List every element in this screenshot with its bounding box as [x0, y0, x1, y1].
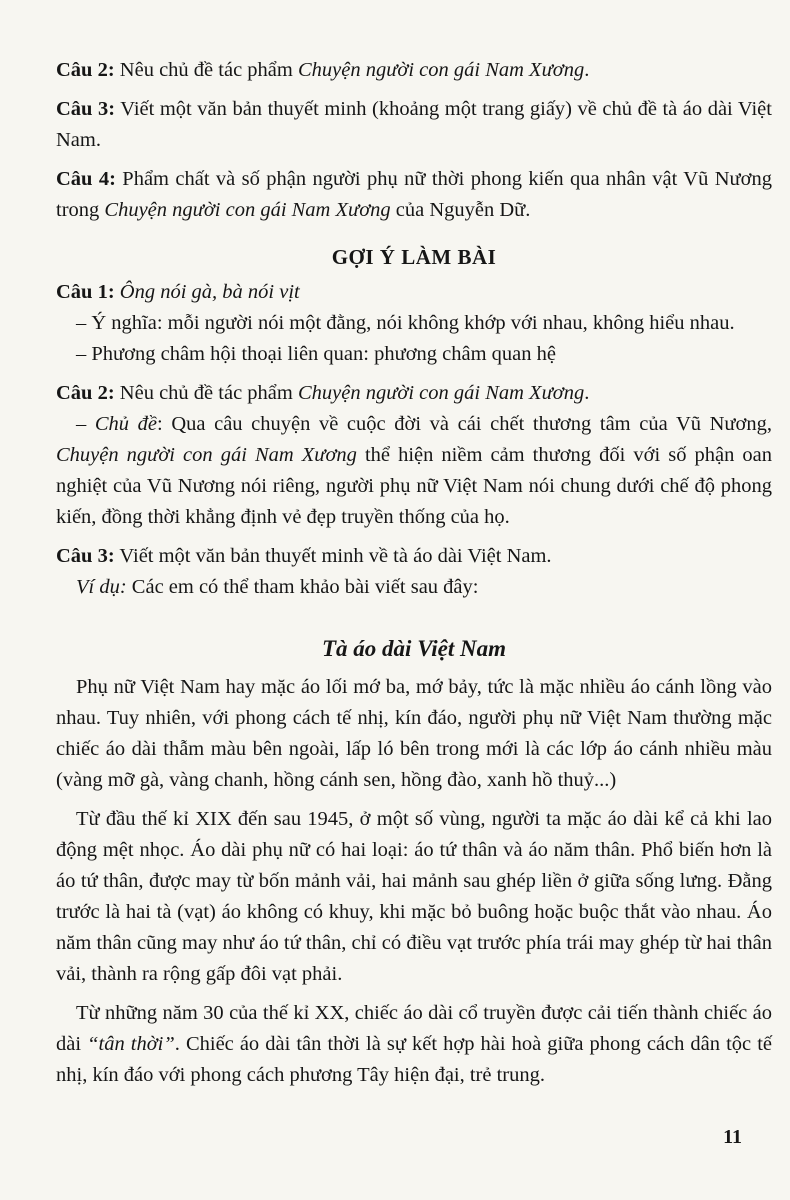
- answer-1: [56, 277, 772, 308]
- answer-2-text: Nêu chủ đề tác phẩm: [114, 382, 298, 404]
- answer-2-theme-text-1: : Qua câu chuyện về cuộc đời và cái chết thương tâm của Vũ Nương,: [157, 413, 772, 435]
- answer-2-theme: [56, 409, 772, 533]
- answer-3-text: Viết một văn bản thuyết minh về tà áo dài Việt Nam.: [114, 545, 552, 567]
- question-3-label: Câu 3:: [56, 98, 116, 120]
- answer-3-example-text: Các em có thể tham khảo bài viết sau đây:: [126, 576, 479, 598]
- question-4-label: Câu 4:: [56, 168, 116, 190]
- answer-3-example-label: Ví dụ:: [76, 576, 127, 598]
- answer-2-theme-dash: –: [76, 413, 95, 435]
- question-2: [56, 55, 772, 86]
- page-content: [56, 55, 772, 1091]
- answer-2-work: Chuyện người con gái Nam Xương: [297, 382, 585, 404]
- essay-paragraph-2: Từ đầu thế kỉ XIX đến sau 1945, ở một số vùng, người ta mặc áo dài kể cả khi lao động mệt nhọc. Áo dài phụ nữ có hai loại: áo tứ thân và áo năm thân. Phổ biến hơn là áo tứ thân, được may từ bốn mảnh vải, hai mảnh sau ghép liền ở giữa sống lưng. Đằng trước là hai tà (vạt) áo không có khuy, khi mặc bỏ buông hoặc buộc thắt vào nhau. Áo năm thân cũng may như áo tứ thân, chỉ có điều vạt trước phía trái may ghép từ hai thân vải, thành ra rộng gấp đôi vạt phải.: [56, 808, 772, 985]
- essay-paragraph-3-start: Từ những năm 30 của thế kỉ XX, chiếc áo dài cổ truyền được cải tiến thành chiếc áo dài: [56, 1002, 772, 1055]
- question-2-end: .: [584, 59, 590, 81]
- answer-1-meaning: – Ý nghĩa: mỗi người nói một đằng, nói không khớp với nhau, không hiểu nhau.: [76, 312, 735, 334]
- answer-2-label: Câu 2:: [56, 382, 115, 404]
- answer-2-theme-work: Chuyện người con gái Nam Xương: [56, 444, 357, 466]
- essay-paragraph-3-quote: “tân thời”: [87, 1033, 175, 1055]
- essay-title: Tà áo dài Việt Nam: [322, 636, 506, 661]
- answer-3-example: [56, 572, 772, 603]
- question-3-text: Viết một văn bản thuyết minh (khoảng một trang giấy) về chủ đề tà áo dài Việt Nam.: [56, 98, 772, 151]
- question-2-work: Chuyện người con gái Nam Xương: [297, 59, 585, 81]
- question-3: [56, 94, 772, 156]
- essay-paragraph-1: Phụ nữ Việt Nam hay mặc áo lối mớ ba, mớ bảy, tức là mặc nhiều áo cánh lồng vào nhau. Tuy nhiên, với phong cách tế nhị, kín đáo, người phụ nữ Việt Nam thường mặc chiếc áo dài thẫm màu bên ngoài, lấp ló bên trong mới là các lớp áo cánh nhiều màu (vàng mỡ gà, vàng chanh, hồng cánh sen, hồng đào, xanh hồ thuỷ...): [56, 676, 772, 791]
- question-4-text: Phẩm chất và số phận người phụ nữ thời phong kiến qua nhân vật Vũ Nương trong: [56, 168, 772, 221]
- question-2-label: Câu 2:: [56, 59, 115, 81]
- answer-2-theme-label: Chủ đề: [94, 413, 158, 435]
- page-number: 11: [723, 1126, 742, 1148]
- essay-paragraph-3-end: . Chiếc áo dài tân thời là sự kết hợp hài hoà giữa phong cách dân tộc tế nhị, kín đáo với phong cách phương Tây hiện đại, trẻ trung.: [56, 1033, 772, 1086]
- essay-paragraph-3: [56, 998, 772, 1091]
- answer-2: [56, 378, 772, 409]
- answer-1-label: Câu 1:: [56, 281, 115, 303]
- answer-1-maxim: – Phương châm hội thoại liên quan: phương châm quan hệ: [76, 343, 557, 365]
- answer-2-end: .: [584, 382, 590, 404]
- question-4-work: Chuyện người con gái Nam Xương: [104, 199, 391, 221]
- question-2-text: Nêu chủ đề tác phẩm: [114, 59, 298, 81]
- answer-2-theme-text-2: thể hiện niềm cảm thương đối với số phận oan nghiệt của Vũ Nương nói riêng, người phụ nữ Việt Nam nói chung dưới chế độ phong kiến, đồng thời khẳng định vẻ đẹp truyền thống của họ.: [56, 444, 773, 528]
- guide-heading: GỢI Ý LÀM BÀI: [331, 245, 497, 269]
- answer-1-idiom: Ông nói gà, bà nói vịt: [119, 281, 300, 303]
- answer-3: [56, 541, 772, 572]
- question-4: [56, 164, 772, 226]
- answer-3-label: Câu 3:: [56, 545, 115, 567]
- question-4-end: của Nguyễn Dữ.: [390, 199, 531, 221]
